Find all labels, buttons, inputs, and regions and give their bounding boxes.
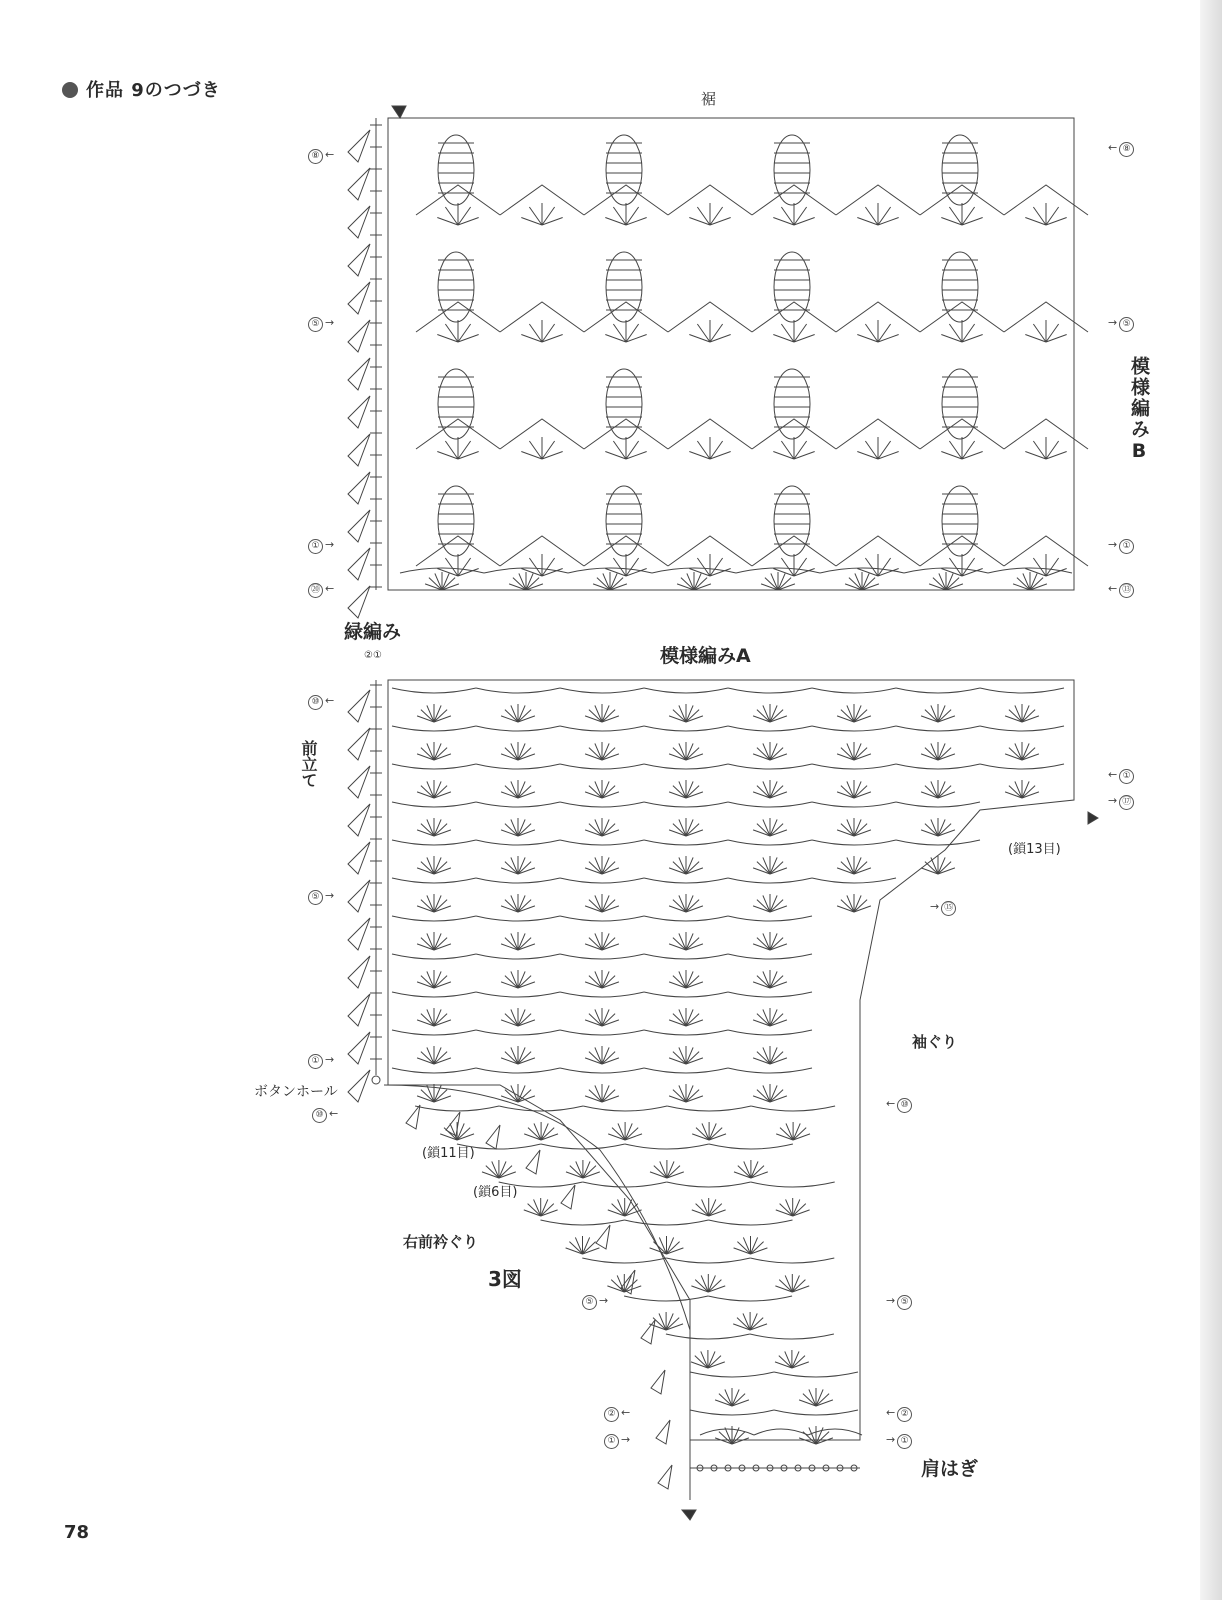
shell-edge [348,434,370,466]
shell-edge [348,168,370,200]
shell-edge [446,1112,460,1136]
chain-arc [560,764,644,769]
chain-arc [896,726,980,731]
shell-edge [348,396,370,428]
chain-arc [812,878,896,883]
chain-arc [476,840,560,845]
row-marker-left: ① → [308,538,336,554]
row-marker-left: ① → [604,1433,632,1449]
chain-arc [560,992,644,997]
chain-arc [560,726,644,731]
chain-arc [690,1372,774,1377]
chain-arc [644,916,728,921]
chain-arc [728,688,812,693]
chain-arc [980,688,1064,693]
chain-arc [728,992,812,997]
row-marker-right: ← ⑬ [1106,582,1134,598]
pineapple-motif [606,135,642,205]
chain-arc [980,764,1064,769]
chain-arc [754,1429,808,1435]
chain-arc [415,1106,499,1111]
chain-arc [728,764,812,769]
row-marker-right: ← ① [1106,768,1134,784]
pineapple-motif [606,486,642,556]
chain-arc [728,802,812,807]
front-band-label: 前立て [299,740,318,788]
chain-arc [476,992,560,997]
chain-arc [690,1410,774,1415]
front-edging [348,118,382,1102]
row-marker-left: ② ← [604,1406,632,1422]
shell-edge [348,918,370,950]
chain-arc [728,840,812,845]
triangle-marker [392,106,406,118]
shell-edge [348,548,370,580]
chain-arc [392,840,476,845]
row-marker-left: ⑧ ← [308,148,336,164]
chain-arc [728,878,812,883]
neckline-edging [384,106,1098,1520]
chain-arc [644,954,728,959]
shell-edge [348,994,370,1026]
chain-arc [709,1144,793,1149]
shell-edge [658,1465,672,1489]
shoulder-seam-label: 肩はぎ [921,1458,979,1480]
chain-arc [476,878,560,883]
chain-arc [583,1106,667,1111]
chain-arc [896,840,980,845]
chain-arc [624,1296,708,1301]
shell-edge [406,1105,420,1129]
chain-arc [392,764,476,769]
pineapple-motif [942,369,978,439]
chain-arc [896,802,980,807]
chain-arc [774,1410,858,1415]
row-marker-left: ⑤ → [582,1294,610,1310]
row-marker-right: → ⑮ [928,900,956,916]
chain-arc [560,1030,644,1035]
chain-arc [644,764,728,769]
shell-edge [348,880,370,912]
chain-arc [625,1220,709,1225]
shell-edge [656,1420,670,1444]
shell-edge [348,358,370,390]
chain-arc [774,1372,858,1377]
row-marker-left: ⑤ → [308,889,336,905]
chain-arc [751,1182,835,1187]
shell-edge [348,1032,370,1064]
chain-arc [476,726,560,731]
chain-11-label: (鎖11目) [422,1146,475,1161]
shell-edge [348,586,370,618]
chain-arc [750,1258,834,1263]
chain-arc [560,688,644,693]
pineapple-motif [774,369,810,439]
chain-arc [896,764,980,769]
chain-arc [709,1220,793,1225]
chain-arc [644,878,728,883]
chain-arc [392,916,476,921]
chain-arc [644,1030,728,1035]
page-number: 78 [64,1522,90,1543]
pineapple-motif [942,135,978,205]
shell-edge [348,690,370,722]
chain-arc [625,1144,709,1149]
shell-edge [651,1370,665,1394]
chain-arc [392,1068,476,1073]
row-marker-left: ⑳ ← [308,582,336,598]
figure-label: 3図 [488,1267,522,1291]
chain-arc [896,688,980,693]
shell-edge [348,510,370,542]
edging-rows-label: ②① [364,650,382,661]
pineapple-motif [942,252,978,322]
chain-arc [666,1258,750,1263]
shell-edge [348,282,370,314]
chain-arc [392,688,476,693]
shell-edge [596,1225,610,1249]
pineapple-motif [438,135,474,205]
shell-edge [348,320,370,352]
chain-arc [980,726,1064,731]
triangle-marker [1088,812,1098,824]
row-marker-left: ⑩ ← [312,1107,340,1123]
chain-arc [751,1106,835,1111]
chain-arc [541,1220,625,1225]
chain-arc [560,840,644,845]
pineapple-motif [942,486,978,556]
pineapple-motif [606,369,642,439]
shell-edge [348,206,370,238]
chain-arc [392,878,476,883]
chain-arc [667,1182,751,1187]
chain-arc [812,688,896,693]
chain-arc [644,840,728,845]
pineapple-motif [774,486,810,556]
shell-edge [348,130,370,162]
pineapple-motif [438,252,474,322]
chain-arc [728,954,812,959]
chain-13-label: (鎖13目) [1008,842,1061,857]
chain-6-label: (鎖6目) [473,1185,518,1200]
shell-edge [348,842,370,874]
pattern-a-label: 模様編みA [660,645,751,667]
chain-arc [644,688,728,693]
chain-arc [476,1030,560,1035]
row-marker-right: → ⑤ [884,1294,912,1310]
pattern-a-section [388,680,1074,1444]
chain-arc [476,688,560,693]
chain-arc [812,840,896,845]
buttonhole-label: ボタンホール [254,1084,338,1100]
shell-edge [348,472,370,504]
armhole-label: 袖ぐり [912,1033,958,1051]
shell-edge [561,1185,575,1209]
header-text: 作品 9のつづき [86,80,221,101]
chain-arc [392,954,476,959]
row-marker-right: ← ⑩ [884,1097,912,1113]
chain-arc [708,1296,792,1301]
edging-label: 緑編み [344,621,402,643]
chain-arc [476,802,560,807]
row-marker-right: → ⑤ [1106,316,1134,332]
chain-arc [560,878,644,883]
row-marker-right: → ① [884,1433,912,1449]
triangle-marker [682,1510,696,1520]
shell-edge [348,956,370,988]
row-marker-right: → ⑰ [1106,794,1134,810]
chain-arc [728,1068,812,1073]
chain-arc [560,954,644,959]
chain-arc [476,764,560,769]
pineapple-motif [774,135,810,205]
shell-edge [641,1320,655,1344]
row-marker-right: ← ⑧ [1106,141,1134,157]
shell-edge [486,1125,500,1149]
chain-arc [728,1030,812,1035]
chain-arc [392,992,476,997]
pattern-a-border [388,680,1074,1440]
chain-arc [644,1068,728,1073]
shell-edge [348,766,370,798]
chain-arc [812,764,896,769]
shell-edge [348,804,370,836]
chain-arc [812,726,896,731]
shell-edge [348,728,370,760]
buttonhole-mark [372,1076,380,1084]
chain-arc [728,726,812,731]
chain-arc [476,1068,560,1073]
row-marker-left: ⑤ → [308,316,336,332]
row-marker-left: ⑩ ← [308,694,336,710]
chain-arc [728,916,812,921]
lower-body-section [690,1429,862,1471]
row-marker-left: ① → [308,1053,336,1069]
chain-arc [644,802,728,807]
pineapple-motif [438,486,474,556]
chain-arc [476,954,560,959]
chain-arc [392,1030,476,1035]
row-marker-right: → ① [1106,538,1134,554]
chain-arc [750,1334,834,1339]
row-marker-right: ← ② [884,1406,912,1422]
chain-arc [582,1258,666,1263]
shell-edge [348,1070,370,1102]
chain-arc [392,802,476,807]
pattern-b-border [388,118,1074,590]
chain-arc [560,1068,644,1073]
chain-arc [392,726,476,731]
chain-arc [560,802,644,807]
pineapple-motif [774,252,810,322]
chain-arc [667,1106,751,1111]
shell-edge [348,244,370,276]
chain-arc [476,916,560,921]
chain-arc [560,916,644,921]
hem-label: 裾 [701,90,717,108]
chain-arc [666,1334,750,1339]
chain-arc [644,726,728,731]
chain-arc [812,802,896,807]
pineapple-motif [438,369,474,439]
pattern-b-label: 模様編みB [1128,356,1150,464]
pattern-b-section [388,118,1088,590]
pineapple-motif [606,252,642,322]
shell-edge [526,1150,540,1174]
right-front-neckline-label: 右前衿ぐり [403,1233,479,1251]
chain-arc [644,992,728,997]
